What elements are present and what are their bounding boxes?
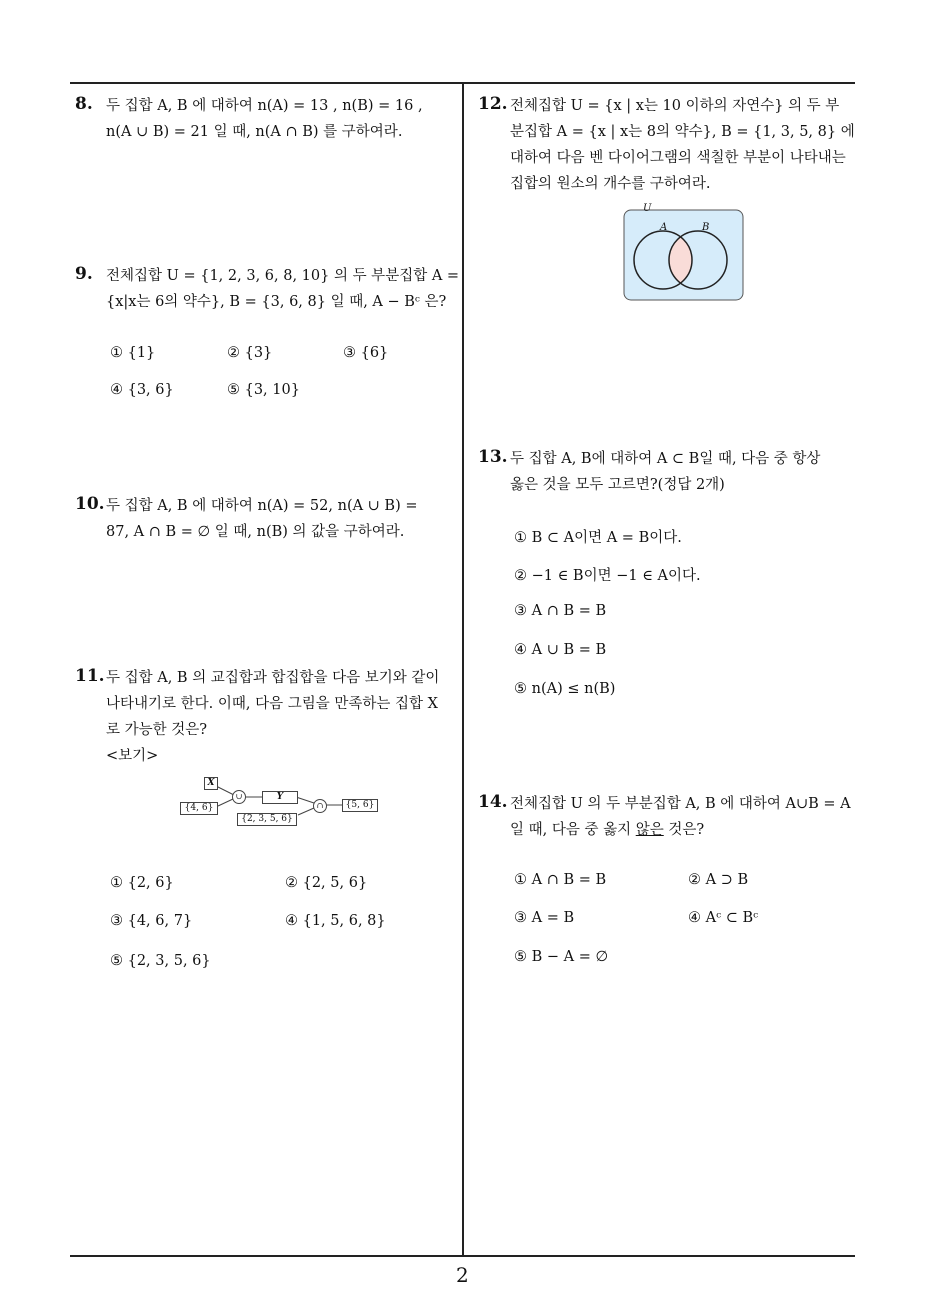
question-text-line: 옳은 것을 모두 고르면?(정답 2개) <box>510 477 725 493</box>
set-box-2-3-5-6: {2, 3, 5, 6} <box>237 813 297 826</box>
question-number: 14. <box>478 792 508 812</box>
question-text-line: 87, A ∩ B = ∅ 일 때, n(B) 의 값을 구하여라. <box>106 524 405 540</box>
a-label: A <box>660 222 668 233</box>
line-text: 일 때, 다음 중 옳지 <box>510 822 636 838</box>
example-label: <보기> <box>106 748 159 764</box>
question-text-line: 전체집합 U 의 두 부분집합 A, B 에 대하여 A∪B = A <box>510 796 851 812</box>
choice-4[interactable]: ④ {3, 6} <box>110 382 174 398</box>
question-text-line: n(A ∪ B) = 21 일 때, n(A ∩ B) 를 구하여라. <box>106 124 403 140</box>
choice-1[interactable]: ① {2, 6} <box>110 875 174 891</box>
question-text-line <box>510 817 704 843</box>
question-text-line: 나타내기로 한다. 이때, 다음 그림을 만족하는 집합 X <box>106 696 438 712</box>
choice-4[interactable]: ④ A ∪ B = B <box>514 642 607 658</box>
u-label: U <box>643 203 652 214</box>
choice-1[interactable]: ① A ∩ B = B <box>514 872 607 888</box>
choice-3[interactable]: ③ {6} <box>343 345 389 361</box>
question-number: 10. <box>75 494 105 514</box>
set-box-5-6: {5, 6} <box>342 799 378 812</box>
choice-5[interactable]: ⑤ {2, 3, 5, 6} <box>110 953 211 969</box>
choice-3[interactable]: ③ A = B <box>514 910 575 926</box>
choice-3[interactable]: ③ A ∩ B = B <box>514 603 607 619</box>
intersection-node: ∩ <box>313 799 327 813</box>
question-number: 13. <box>478 447 508 467</box>
set-y-box: Y <box>262 791 298 804</box>
choice-5[interactable]: ⑤ n(A) ≤ n(B) <box>514 681 616 697</box>
line-text: 것은? <box>663 822 705 838</box>
set-box-4-6: {4, 6} <box>180 802 218 815</box>
bottom-rule <box>70 1255 855 1257</box>
page-number: 2 <box>456 1263 469 1287</box>
question-number: 12. <box>478 94 508 114</box>
set-x-box: X <box>204 777 218 790</box>
question-text-line: {x|x는 6의 약수}, B = {3, 6, 8} 일 때, A − Bᶜ 은? <box>106 294 447 310</box>
choice-4[interactable]: ④ {1, 5, 6, 8} <box>285 913 386 929</box>
set-operation-diagram <box>178 775 383 830</box>
choice-2[interactable]: ② A ⊃ B <box>688 872 749 888</box>
underlined-word: 않은 <box>635 822 664 838</box>
choice-5[interactable]: ⑤ B − A = ∅ <box>514 949 609 965</box>
b-label: B <box>702 222 710 233</box>
question-text-line: 대하여 다음 벤 다이어그램의 색칠한 부분이 나타내는 <box>510 150 846 166</box>
question-text-line: 두 집합 A, B 의 교집합과 합집합을 다음 보기와 같이 <box>106 670 440 686</box>
choice-2[interactable]: ② −1 ∈ B이면 −1 ∈ A이다. <box>514 568 701 584</box>
question-text-line: 집합의 원소의 개수를 구하여라. <box>510 176 711 192</box>
choice-3[interactable]: ③ {4, 6, 7} <box>110 913 193 929</box>
question-text-line: 두 집합 A, B 에 대하여 n(A) = 13 , n(B) = 16 , <box>106 98 423 114</box>
question-number: 11. <box>75 666 105 686</box>
question-text-line: 분집합 A = {x | x는 8의 약수}, B = {1, 3, 5, 8} 에 <box>510 124 855 140</box>
venn-diagram <box>623 205 745 301</box>
choice-2[interactable]: ② {3} <box>227 345 273 361</box>
question-number: 9. <box>75 264 93 284</box>
choice-1[interactable]: ① B ⊂ A이면 A = B이다. <box>514 530 682 546</box>
venn-svg <box>623 205 745 301</box>
choice-4[interactable]: ④ Aᶜ ⊂ Bᶜ <box>688 910 759 926</box>
question-text-line: 두 집합 A, B에 대하여 A ⊂ B일 때, 다음 중 항상 <box>510 451 821 467</box>
choice-1[interactable]: ① {1} <box>110 345 156 361</box>
column-divider <box>462 82 464 1256</box>
question-text-line: 로 가능한 것은? <box>106 722 208 738</box>
choice-2[interactable]: ② {2, 5, 6} <box>285 875 368 891</box>
question-text-line: 전체집합 U = {1, 2, 3, 6, 8, 10} 의 두 부분집합 A = <box>106 268 460 284</box>
question-text-line: 두 집합 A, B 에 대하여 n(A) = 52, n(A ∪ B) = <box>106 498 418 514</box>
union-node: ∪ <box>232 790 246 804</box>
choice-5[interactable]: ⑤ {3, 10} <box>227 382 300 398</box>
question-text-line: 전체집합 U = {x | x는 10 이하의 자연수} 의 두 부 <box>510 98 840 114</box>
question-number: 8. <box>75 94 93 114</box>
